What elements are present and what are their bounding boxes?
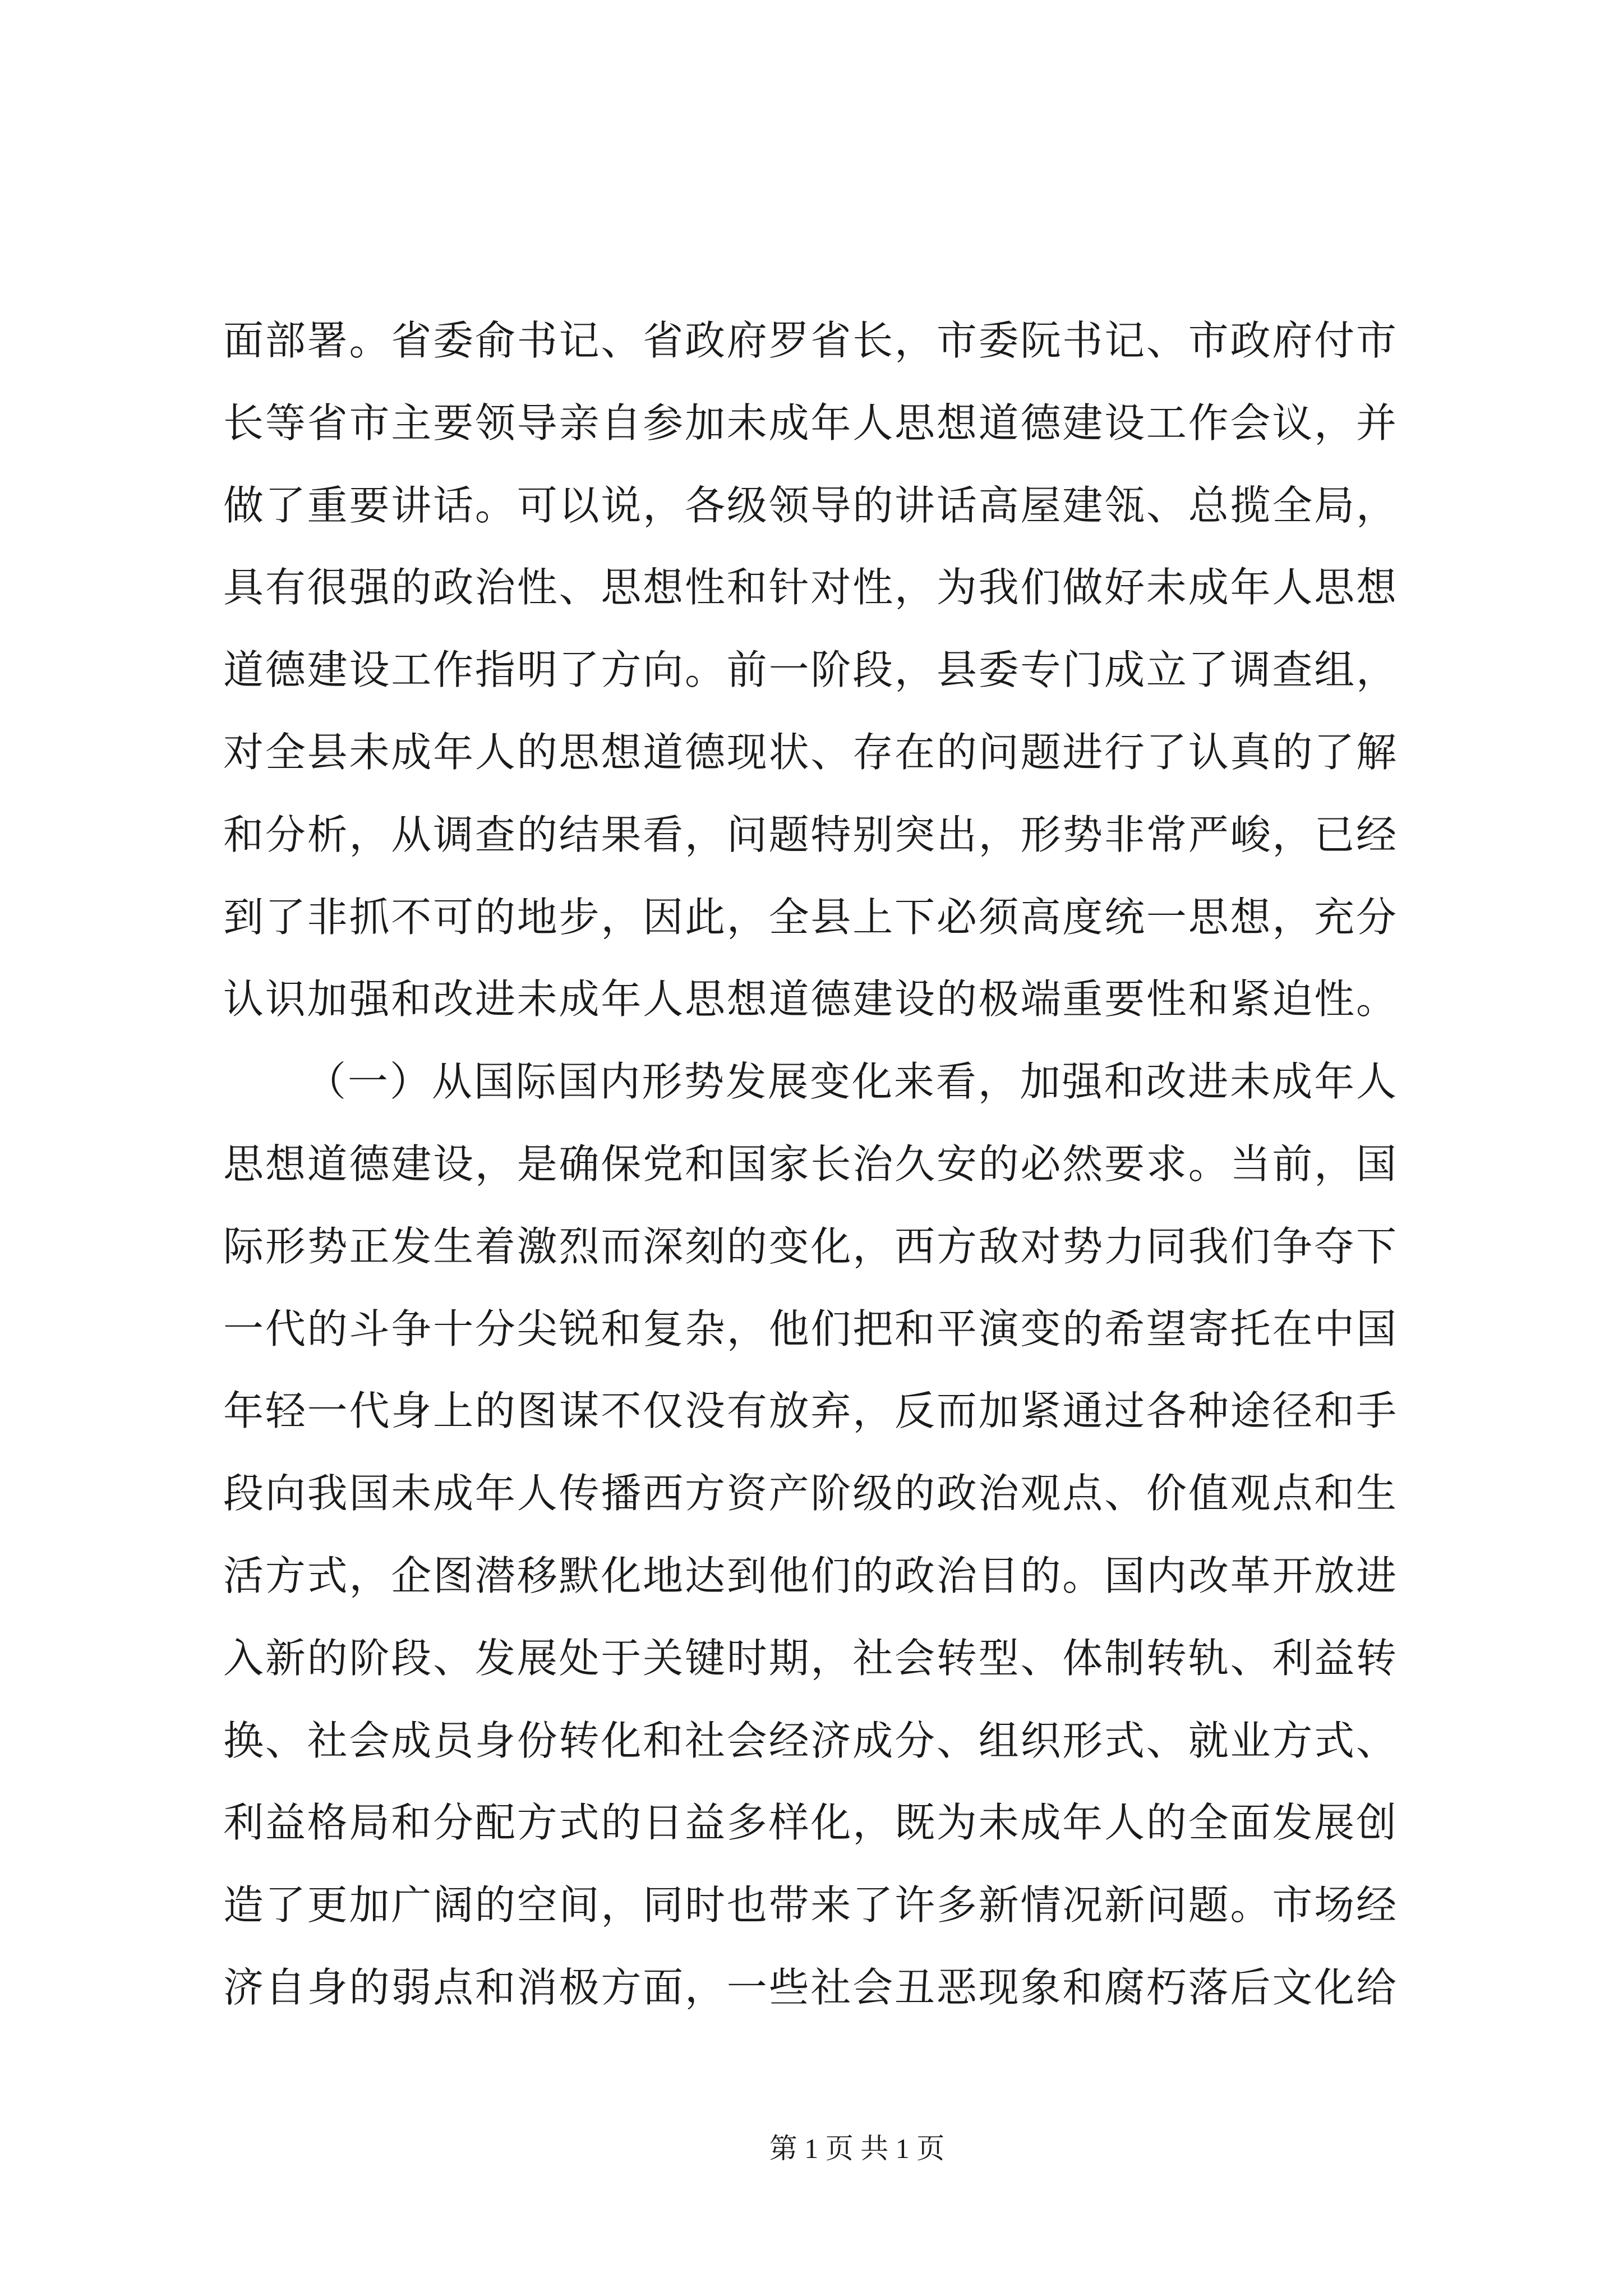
text-line: 到了非抓不可的地步，因此，全县上下必须高度统一思想，充分 — [223, 895, 1396, 940]
text-line: 段向我国未成年人传播西方资产阶级的政治观点、价值观点和生 — [223, 1471, 1396, 1517]
text-line: 和分析，从调查的结果看，问题特别突出，形势非常严峻，已经 — [223, 812, 1396, 858]
text-line: 济自身的弱点和消极方面，一些社会丑恶现象和腐朽落后文化给 — [223, 1965, 1396, 2010]
text-line: 换、社会成员身份转化和社会经济成分、组织形式、就业方式、 — [223, 1718, 1396, 1764]
text-line: 利益格局和分配方式的日益多样化，既为未成年人的全面发展创 — [223, 1801, 1396, 1846]
text-line: 具有很强的政治性、思想性和针对性，为我们做好未成年人思想 — [223, 565, 1396, 611]
text-line: 造了更加广阔的空间，同时也带来了许多新情况新问题。市场经 — [223, 1883, 1396, 1929]
text-line: 面部署。省委俞书记、省政府罗省长，市委阮书记、市政府付市 — [223, 319, 1396, 364]
text-line: 做了重要讲话。可以说，各级领导的讲话高屋建瓴、总揽全局， — [223, 483, 1396, 528]
paragraph-1 — [223, 300, 1396, 1041]
text-line: 长等省市主要领导亲自参加未成年人思想道德建设工作会议，并 — [223, 401, 1396, 446]
paragraph-2 — [223, 1041, 1396, 2030]
text-line: 入新的阶段、发展处于关键时期，社会转型、体制转轨、利益转 — [223, 1636, 1396, 1681]
text-line: 际形势正发生着激烈而深刻的变化，西方敌对势力同我们争夺下 — [223, 1224, 1396, 1269]
text-line: （一）从国际国内形势发展变化来看，加强和改进未成年人 — [306, 1060, 1396, 1105]
text-line: 对全县未成年人的思想道德现状、存在的问题进行了认真的了解 — [223, 730, 1396, 775]
text-line: 活方式，企图潜移默化地达到他们的政治目的。国内改革开放进 — [223, 1553, 1396, 1599]
document-body — [223, 300, 1396, 2030]
text-line: 道德建设工作指明了方向。前一阶段，县委专门成立了调查组， — [223, 648, 1396, 693]
page-number-footer: 第 1 页 共 1 页 — [769, 2133, 945, 2164]
text-line: 年轻一代身上的图谋不仅没有放弃，反而加紧通过各种途径和手 — [223, 1389, 1396, 1434]
text-line: 认识加强和改进未成年人思想道德建设的极端重要性和紧迫性。 — [223, 977, 1396, 1023]
text-line: 思想道德建设，是确保党和国家长治久安的必然要求。当前，国 — [223, 1142, 1396, 1187]
text-line: 一代的斗争十分尖锐和复杂，他们把和平演变的希望寄托在中国 — [223, 1306, 1396, 1352]
